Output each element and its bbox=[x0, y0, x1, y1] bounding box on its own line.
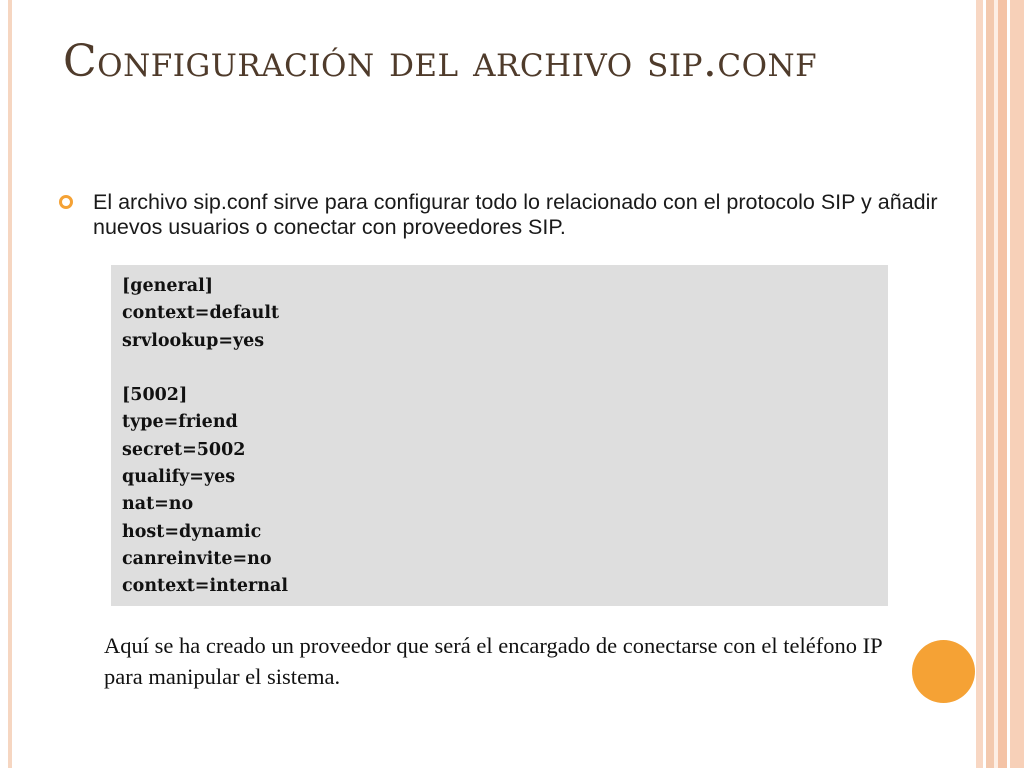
bullet-text: El archivo sip.conf sirve para configurar todo lo relacionado con el protocolo SIP y añadir nuevos usuarios o conectar con proveedores SIP. bbox=[93, 190, 938, 239]
circle-bullet-icon bbox=[58, 194, 74, 210]
code-line: context=internal bbox=[122, 576, 288, 597]
decorative-band bbox=[986, 0, 994, 768]
decorative-band bbox=[998, 0, 1007, 768]
code-line: nat=no bbox=[122, 494, 194, 515]
code-lines bbox=[122, 273, 288, 601]
code-blank-line bbox=[122, 355, 288, 382]
right-decorative-bands bbox=[976, 0, 1024, 768]
code-block bbox=[111, 265, 888, 606]
code-line: [5002] bbox=[122, 385, 188, 406]
code-line: host=dynamic bbox=[122, 521, 262, 542]
code-line: [general] bbox=[122, 276, 213, 296]
decorative-band bbox=[1010, 0, 1024, 768]
code-line: type=friend bbox=[122, 412, 238, 433]
code-line: srvlookup=yes bbox=[122, 330, 265, 351]
code-line: canreinvite=no bbox=[122, 548, 272, 569]
decorative-band bbox=[976, 0, 983, 768]
slide-title: Configuración del archivo sip.conf bbox=[63, 36, 818, 87]
orange-circle-icon bbox=[912, 640, 975, 703]
code-line: qualify=yes bbox=[122, 467, 236, 488]
left-decorative-stripe bbox=[8, 0, 12, 768]
caption-text: Aquí se ha creado un proveedor que será el encargado de conectarse con el teléfono IP para manipular el sistema. bbox=[104, 633, 882, 689]
code-line: secret=5002 bbox=[122, 439, 246, 460]
code-line: context=default bbox=[122, 303, 280, 324]
